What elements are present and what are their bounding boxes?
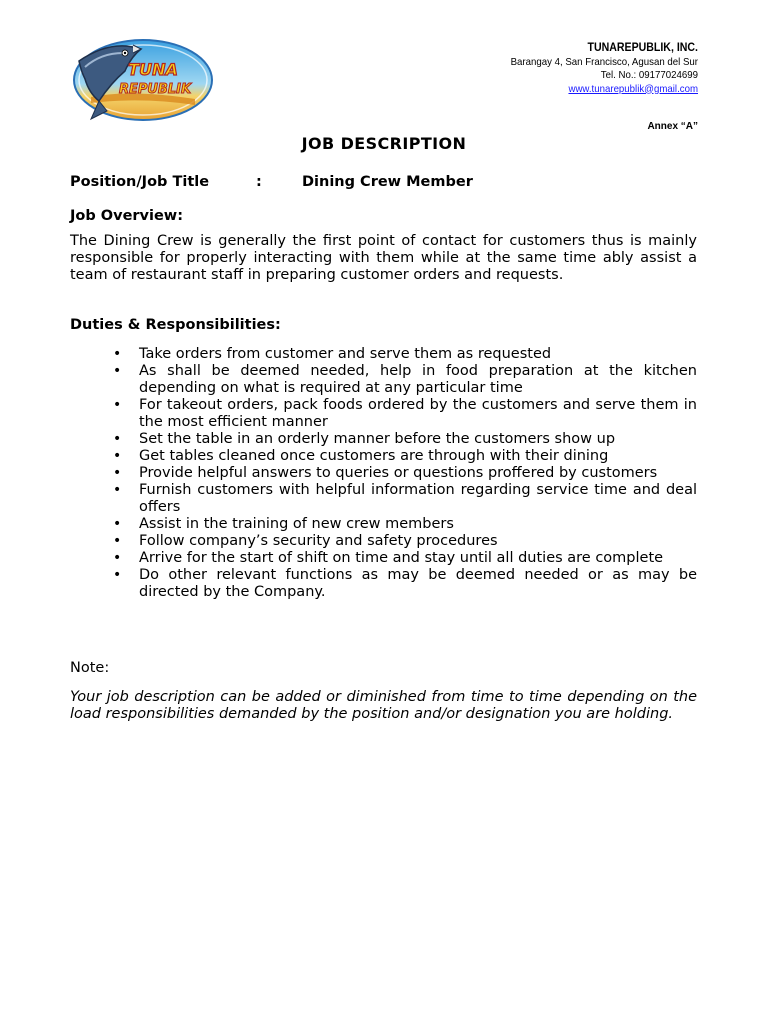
- bullet-icon: •: [113, 448, 122, 464]
- bullet-icon: •: [113, 346, 122, 362]
- company-tel: Tel. No.: 09177024699: [600, 69, 698, 81]
- logo-line2: REPUBLIK: [118, 82, 192, 97]
- list-item: • Take orders from customer and serve them as requested: [113, 346, 552, 362]
- bullet-icon: •: [113, 550, 122, 566]
- list-item: • Follow company’s security and safety procedures: [113, 533, 498, 549]
- overview-text: The Dining Crew is generally the first point of contact for customers thus is mainly responsible for properly interacting with them while at the same time ably assist a team of restaurant staff in preparing customer orders and requests.: [70, 233, 697, 283]
- page-title: JOB DESCRIPTION: [301, 134, 467, 153]
- list-item: • Do other relevant functions as may be deemed needed or as may be directed by the Company.: [113, 567, 697, 600]
- bullet-icon: •: [113, 516, 122, 532]
- company-address: Barangay 4, San Francisco, Agusan del Sur: [510, 55, 698, 68]
- list-item: • Set the table in an orderly manner before the customers show up: [113, 431, 616, 447]
- list-item: • For takeout orders, pack foods ordered by the customers and serve them in the most efficient manner: [113, 397, 697, 430]
- overview-heading: Job Overview:: [70, 208, 183, 224]
- list-item: • Assist in the training of new crew members: [113, 516, 454, 532]
- company-logo: [71, 31, 215, 130]
- bullet-icon: •: [113, 397, 122, 413]
- bullet-icon: •: [113, 465, 122, 481]
- position-colon: :: [256, 174, 262, 190]
- company-email-link[interactable]: www.tunarepublik@gmail.com: [568, 82, 698, 95]
- note-label: Note:: [70, 660, 110, 676]
- bullet-icon: •: [113, 533, 122, 549]
- list-item: • Furnish customers with helpful information regarding service time and deal offers: [113, 482, 697, 515]
- note-text: Your job description can be added or diminished from time to time depending on the load responsibilities demanded by the position and/or designation you are holding.: [70, 689, 697, 722]
- logo-line1: TUNA: [128, 60, 178, 79]
- company-header: [404, 42, 698, 96]
- bullet-icon: •: [113, 363, 122, 379]
- bullet-icon: •: [113, 482, 122, 498]
- duties-heading: Duties & Responsibilities:: [70, 317, 281, 333]
- list-item: • Arrive for the start of shift on time and stay until all duties are complete: [113, 550, 664, 566]
- bullet-icon: •: [113, 431, 122, 447]
- position-value: Dining Crew Member: [302, 174, 473, 190]
- list-item: • Provide helpful answers to queries or questions proffered by customers: [113, 465, 658, 481]
- annex-label: Annex “A”: [647, 121, 698, 132]
- company-name: TUNAREPUBLIK, INC.: [587, 42, 698, 54]
- duties-list: [113, 346, 697, 601]
- list-item: • Get tables cleaned once customers are through with their dining: [113, 448, 609, 464]
- bullet-icon: •: [113, 567, 122, 583]
- position-label: Position/Job Title: [70, 174, 210, 190]
- list-item: • As shall be deemed needed, help in food preparation at the kitchen depending on what is required at any particular time: [113, 363, 697, 396]
